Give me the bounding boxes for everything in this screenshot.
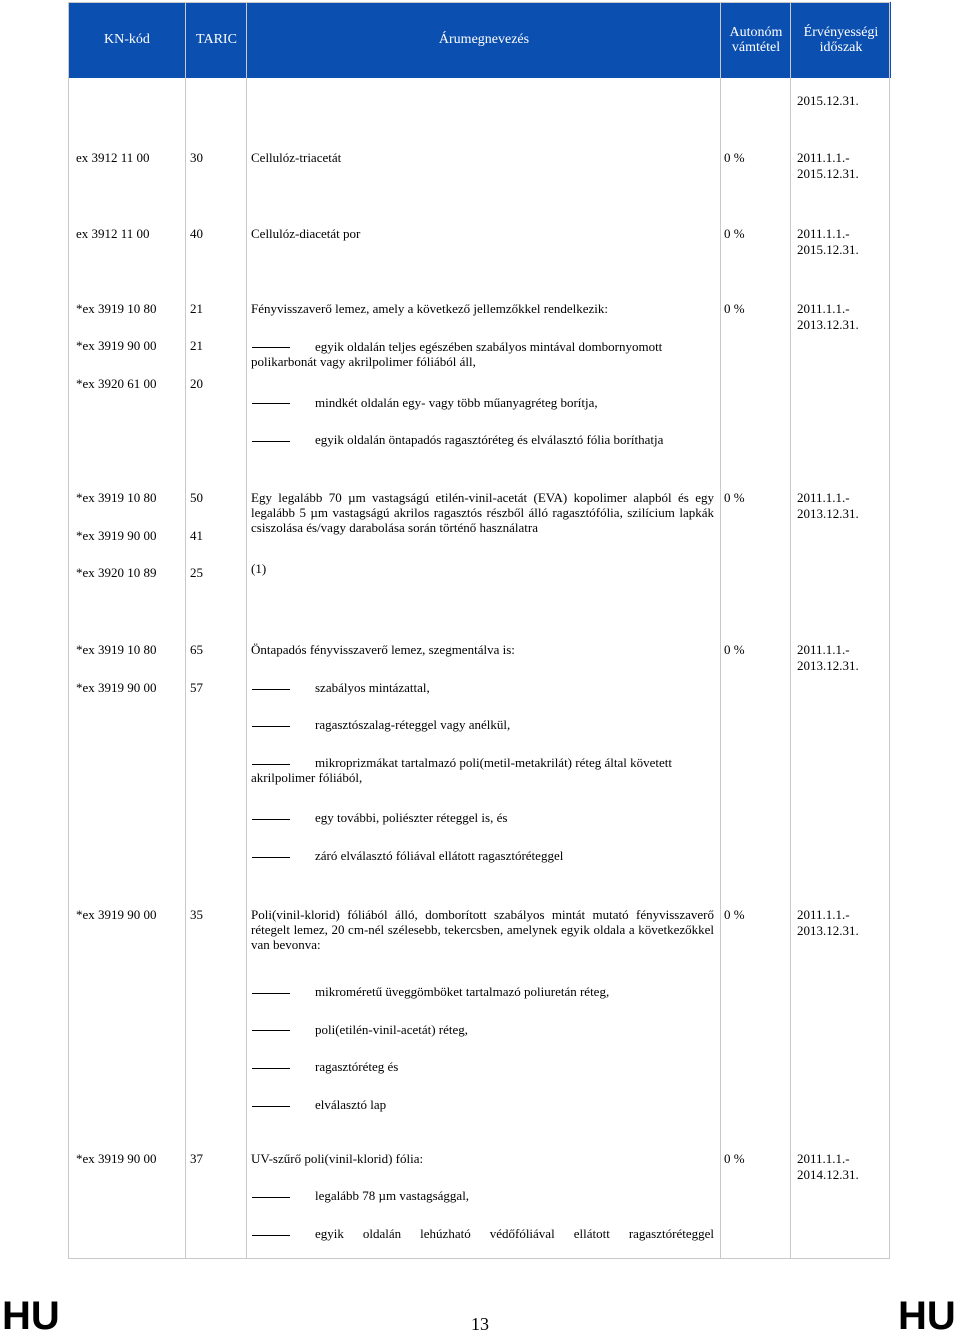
row5-duty: 0 %	[724, 642, 745, 657]
row6-description: Poli(vinil-klorid) fóliából álló, domborított szabályos mintát mutató fényvisszaverő rétegelt lemez, 20 cm-nél szélesebb, tekercsben, amelynek egyik oldala a következőkkel van bevonva:	[251, 907, 714, 952]
row3-item3-dash	[252, 441, 290, 442]
row3-taric-2: 21	[190, 338, 203, 353]
row6-item4-text: elválasztó lap	[315, 1097, 387, 1112]
row6-item2-dash	[252, 1030, 290, 1031]
row2-period-start: 2011.1.1.-	[797, 226, 850, 241]
row7-description: UV-szűrő poli(vinil-klorid) fólia:	[251, 1151, 424, 1166]
row5-kn-code-2: *ex 3919 90 00	[76, 680, 157, 695]
row7-item2-dash	[252, 1235, 290, 1236]
header-period-line2: időszak	[819, 40, 863, 55]
row5-item1-text: szabályos mintázattal,	[315, 680, 430, 695]
row5-period-end: 2013.12.31.	[797, 658, 859, 673]
row1-kn-code: ex 3912 11 00	[76, 150, 150, 165]
top-period-end: 2015.12.31.	[797, 93, 859, 108]
header-kn-label: KN-kód	[104, 32, 150, 48]
row4-taric-1: 50	[190, 490, 203, 505]
row5-period-start: 2011.1.1.-	[797, 642, 850, 657]
row5-item5-text: záró elválasztó fóliával ellátott ragasztóréteggel	[315, 848, 564, 863]
header-description	[246, 2, 721, 78]
row7-period-end: 2014.12.31.	[797, 1167, 859, 1182]
row3-period-end: 2013.12.31.	[797, 317, 859, 332]
row3-taric-1: 21	[190, 301, 203, 316]
row6-item3-text: ragasztóréteg és	[315, 1059, 399, 1074]
row3-item2-text: mindkét oldalán egy- vagy több műanyagréteg borítja,	[315, 395, 598, 410]
row5-item3-text: mikroprizmákat tartalmazó poli(metil-metakrilát) réteg által követett akrilpolimer fóliából,	[251, 755, 672, 785]
row6-item2-text: poli(etilén-vinil-acetát) réteg,	[315, 1022, 469, 1037]
row5-item1-dash	[252, 689, 290, 690]
row3-item2-dash	[252, 403, 290, 404]
table-border-right	[889, 2, 890, 1259]
row4-footnote: (1)	[251, 561, 267, 576]
row5-item5-dash	[252, 857, 290, 858]
row4-description: Egy legalább 70 µm vastagságú etilén-vinil-acetát (EVA) kopolimer alapból és egy legalább 5 µm vastagságú akrilos ragasztós részből álló ragasztófólia, szilícium lapkák csiszolása és/vagy darabolása során történő használatra	[251, 490, 714, 535]
row7-item1-dash	[252, 1197, 290, 1198]
header-duty-line2: vámtétel	[731, 40, 781, 55]
row6-kn-code: *ex 3919 90 00	[76, 907, 157, 922]
row5-description: Öntapadós fényvisszaverő lemez, szegmentálva is:	[251, 642, 515, 657]
header-taric-label: TARIC	[196, 32, 237, 48]
row5-item2-text: ragasztószalag-réteggel vagy anélkül,	[315, 717, 511, 732]
row3-period-start: 2011.1.1.-	[797, 301, 850, 316]
row4-taric-2: 41	[190, 528, 203, 543]
column-divider-taric	[185, 2, 186, 1259]
table-border-bottom	[68, 1258, 890, 1259]
row1-taric: 30	[190, 150, 203, 165]
header-taric	[185, 2, 247, 78]
row1-period-end: 2015.12.31.	[797, 166, 859, 181]
header-description-label: Árumegnevezés	[438, 32, 530, 48]
row2-taric: 40	[190, 226, 203, 241]
column-divider-period	[790, 2, 791, 1259]
row7-item2-text: egyik oldalán lehúzható védőfóliával ellátott ragasztóréteggel	[315, 1226, 714, 1241]
row4-kn-code-1: *ex 3919 10 80	[76, 490, 157, 505]
row6-period-start: 2011.1.1.-	[797, 907, 850, 922]
row5-item2-dash	[252, 726, 290, 727]
row6-item3-dash	[252, 1068, 290, 1069]
table-border-left	[68, 2, 69, 1259]
row1-period-start: 2011.1.1.-	[797, 150, 850, 165]
row4-taric-3: 25	[190, 565, 203, 580]
row7-kn-code: *ex 3919 90 00	[76, 1151, 157, 1166]
row3-item3-text: egyik oldalán öntapadós ragasztóréteg és elválasztó fólia boríthatja	[315, 432, 664, 447]
footer-language-right: HU	[898, 1294, 956, 1338]
page-number: 13	[471, 1314, 489, 1334]
row3-item1-text: egyik oldalán teljes egészében szabályos mintával dombornyomott polikarbonát vagy akrilpolimer fóliából áll,	[251, 339, 663, 369]
row3-taric-3: 20	[190, 376, 203, 391]
header-duty	[720, 2, 791, 78]
row1-description: Cellulóz-triacetát	[251, 150, 342, 165]
row4-period-end: 2013.12.31.	[797, 506, 859, 521]
row4-kn-code-2: *ex 3919 90 00	[76, 528, 157, 543]
row2-period-end: 2015.12.31.	[797, 242, 859, 257]
row3-kn-code-3: *ex 3920 61 00	[76, 376, 157, 391]
row7-item1-text: legalább 78 µm vastagsággal,	[315, 1188, 470, 1203]
row2-description: Cellulóz-diacetát por	[251, 226, 361, 241]
row6-item1-dash	[252, 993, 290, 994]
row4-duty: 0 %	[724, 490, 745, 505]
row3-duty: 0 %	[724, 301, 745, 316]
row6-period-end: 2013.12.31.	[797, 923, 859, 938]
row7-period-start: 2011.1.1.-	[797, 1151, 850, 1166]
row3-description: Fényvisszaverő lemez, amely a következő jellemzőkkel rendelkezik:	[251, 301, 608, 316]
row6-item1-text: mikroméretű üveggömböket tartalmazó poliuretán réteg,	[315, 984, 610, 999]
row5-taric-2: 57	[190, 680, 203, 695]
table-border-top	[68, 2, 890, 3]
row7-duty: 0 %	[724, 1151, 745, 1166]
column-divider-duty	[720, 2, 721, 1259]
row4-period-start: 2011.1.1.-	[797, 490, 850, 505]
row6-duty: 0 %	[724, 907, 745, 922]
row6-item4-dash	[252, 1106, 290, 1107]
row2-duty: 0 %	[724, 226, 745, 241]
column-divider-description	[246, 2, 247, 1259]
row3-kn-code-1: *ex 3919 10 80	[76, 301, 157, 316]
header-kn	[69, 2, 185, 78]
header-duty-line1: Autonóm	[729, 24, 783, 40]
header-period	[790, 2, 891, 78]
row1-duty: 0 %	[724, 150, 745, 165]
row4-kn-code-3: *ex 3920 10 89	[76, 565, 157, 580]
row5-taric-1: 65	[190, 642, 203, 657]
footer-language-left: HU	[2, 1294, 60, 1338]
row3-kn-code-2: *ex 3919 90 00	[76, 338, 157, 353]
header-period-line1: Érvényességi	[803, 24, 879, 40]
row6-taric: 35	[190, 907, 203, 922]
row5-item4-text: egy további, poliészter réteggel is, és	[315, 810, 508, 825]
row7-taric: 37	[190, 1151, 203, 1166]
row5-item4-dash	[252, 819, 290, 820]
row2-kn-code: ex 3912 11 00	[76, 226, 150, 241]
row5-kn-code-1: *ex 3919 10 80	[76, 642, 157, 657]
